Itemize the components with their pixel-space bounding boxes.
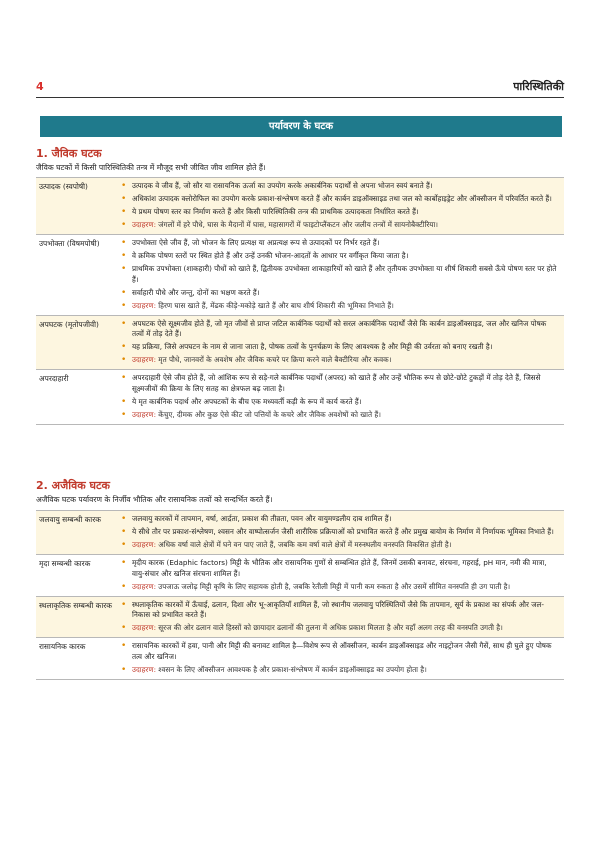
example-item bbox=[120, 623, 560, 633]
running-head: पारिस्थितिकी bbox=[513, 80, 564, 93]
bullet-item bbox=[120, 373, 560, 394]
item-text: उत्पादक वे जीव हैं, जो सौर या रासायनिक ऊर्जा का उपयोग करके अकार्बनिक पदार्थों से अपना भोजन स्वयं बनाते हैं। bbox=[132, 181, 433, 190]
bullet-item bbox=[120, 319, 560, 340]
biotic-components-table bbox=[36, 177, 564, 425]
item-text: जंगलों में हरे पौधे, घास के मैदानों में घास, महासागरों में फाइटोप्लैंकटन और जलीय तन्त्रों में सायनोबैक्टीरिया। bbox=[156, 220, 439, 230]
row-body bbox=[116, 511, 564, 554]
row-body bbox=[116, 597, 564, 638]
bullet-icon: • bbox=[121, 318, 127, 329]
item-text: ये सीधे तौर पर प्रकाश-संश्लेषण, श्वसन और वाष्पोत्सर्जन जैसी शारीरिक प्रक्रियाओं को प्रभावित करते हैं और प्रमुख बायोम के निर्माण में निर्णायक भूमिका निभाते हैं। bbox=[132, 527, 554, 537]
item-text: जलवायु कारकों में तापमान, वर्षा, आर्द्रता, प्रकाश की तीव्रता, पवन और वायुमण्डलीय दाब शामिल हैं। bbox=[132, 514, 392, 523]
item-text: सर्वाहारी पौधे और जन्तु, दोनों का भक्षण करते हैं। bbox=[132, 287, 260, 297]
bullet-item bbox=[120, 527, 560, 537]
table-row bbox=[36, 178, 564, 235]
bullet-item bbox=[120, 641, 560, 662]
item-text: मृत पौधे, जानवरों के अवशेष और जैविक कचरे पर क्रिया करने वाले बैक्टीरिया और कवक। bbox=[156, 355, 392, 365]
bullet-item bbox=[120, 181, 560, 191]
section-intro-abiotic: अजैविक घटक पर्यावरण के निर्जीव भौतिक और रासायनिक तत्वों को सन्दर्भित करते हैं। bbox=[36, 495, 273, 504]
table-row bbox=[36, 597, 564, 639]
bullet-icon: • bbox=[121, 396, 127, 407]
bullet-icon: • bbox=[121, 238, 127, 249]
item-text: ये प्रथम पोषण स्तर का निर्माण करते हैं और किसी पारिस्थितिकी तन्त्र की प्राथमिक उत्पादकता निर्धारित करते हैं। bbox=[132, 207, 419, 217]
item-text: अपघटक ऐसे सूक्ष्मजीव होते हैं, जो मृत जीवों से प्राप्त जटिल कार्बनिक पदार्थों को सरल अकार्बनिक पदार्थों जैसे कि कार्बन डाइऑक्साइड, जल और खनिज पोषक तत्वों में तोड़ देते हैं। bbox=[132, 318, 547, 339]
page-header bbox=[36, 80, 564, 98]
bullet-icon: • bbox=[121, 540, 127, 551]
bullet-item bbox=[120, 600, 560, 621]
item-text: अपरदाहारी ऐसे जीव होते हैं, जो आंशिक रूप से सड़े-गले कार्बनिक पदार्थों (अपरद) को खाते हैं और उन्हें भौतिक रूप से छोटे-छोटे टुकड़ों में तोड़ देते हैं, जिससे सूक्ष्मजीवों की क्रिया के लिए सतह का क्षेत्रफल बढ़ जाता है। bbox=[132, 373, 541, 393]
item-text: यह प्रक्रिया, जिसे अपघटन के नाम से जाना जाता है, पोषक तत्वों के पुनर्चक्रण के लिए आवश्यक है और मिट्टी की उर्वरता को बनाए रखती है। bbox=[132, 342, 493, 352]
item-text: उपभोक्ता ऐसे जीव हैं, जो भोजन के लिए प्रत्यक्ष या अप्रत्यक्ष रूप से उत्पादकों पर निर्भर रहते हैं। bbox=[132, 238, 380, 248]
example-item bbox=[120, 410, 560, 420]
bullet-item bbox=[120, 238, 560, 248]
example-label: उदाहरण: bbox=[132, 300, 156, 310]
bullet-icon: • bbox=[121, 599, 127, 610]
example-item bbox=[120, 540, 560, 550]
bullet-icon: • bbox=[121, 664, 127, 675]
bullet-item bbox=[120, 342, 560, 352]
example-item bbox=[120, 301, 560, 311]
bullet-icon: • bbox=[121, 355, 127, 366]
bullet-icon: • bbox=[121, 514, 127, 524]
bullet-icon: • bbox=[121, 220, 127, 231]
bullet-icon: • bbox=[121, 300, 127, 311]
item-text: स्थलाकृतिक कारकों में ऊँचाई, ढलान, दिशा और भू-आकृतियाँ शामिल हैं, जो स्थानीय जलवायु परिस्थितियों जैसे कि तापमान, सूर्य के प्रकाश का संपर्क और जल-निकास को प्रभावित करते हैं। bbox=[132, 599, 544, 620]
item-text: अधिक वर्षा वाले क्षेत्रों में घने वन पाए जाते हैं, जबकि कम वर्षा वाले क्षेत्रों में मरुस्थलीय वनस्पति विकसित होती है। bbox=[156, 540, 452, 550]
item-text: मृदीय कारक (Edaphic factors) मिट्टी के भौतिक और रासायनिक गुणों से सम्बन्धित होते हैं, जिनमें उसकी बनावट, संरचना, गहराई, pH मान, नमी की मात्रा, वायु-संचार और खनिज संरचना शामिल हैं। bbox=[132, 558, 547, 578]
bullet-icon: • bbox=[121, 342, 127, 353]
example-item bbox=[120, 665, 560, 675]
bullet-icon: • bbox=[121, 194, 127, 205]
row-body bbox=[116, 316, 564, 370]
item-text: रासायनिक कारकों में हवा, पानी और मिट्टी की बनावट शामिल है—विशेष रूप से ऑक्सीजन, कार्बन डाइऑक्साइड और नाइट्रोजन जैसी गैसें, साथ ही घुले हुए पोषक तत्व और खनिज। bbox=[132, 641, 552, 661]
example-label: उदाहरण: bbox=[132, 664, 156, 674]
bullet-icon: • bbox=[121, 641, 127, 652]
table-row bbox=[36, 370, 564, 425]
section-title-biotic: 1. जैविक घटक bbox=[36, 147, 102, 160]
item-text: केंचुए, दीमक और कुछ ऐसे कीट जो पत्तियों के कचरे और जैविक अवशेषों को खाते हैं। bbox=[156, 409, 381, 419]
bullet-item bbox=[120, 251, 560, 261]
item-text: अधिकांश उत्पादक क्लोरोफिल का उपयोग करके प्रकाश-संश्लेषण करते हैं और कार्बन डाइऑक्साइड तथा जल को कार्बोहाइड्रेट और ऑक्सीजन में परिवर्तित करते हैं। bbox=[132, 194, 552, 204]
table-row bbox=[36, 511, 564, 555]
table-row bbox=[36, 316, 564, 371]
row-label: जलवायु सम्बन्धी कारक bbox=[39, 515, 101, 524]
item-text: सूरज की ओर ढलान वाले हिस्सों को छायादार ढलानों की तुलना में अधिक प्रकाश मिलता है और वहाँ अलग तरह की वनस्पति उगती है। bbox=[156, 623, 503, 633]
bullet-item bbox=[120, 558, 560, 579]
row-label: अपरदाहारी bbox=[39, 374, 69, 384]
bullet-item bbox=[120, 207, 560, 217]
example-label: उदाहरण: bbox=[132, 220, 156, 230]
example-label: उदाहरण: bbox=[132, 355, 156, 365]
abiotic-components-table bbox=[36, 510, 564, 680]
item-text: उपजाऊ जलोढ़ मिट्टी कृषि के लिए सहायक होती है, जबकि रेतीली मिट्टी में पानी कम रुकता है और उसमें सीमित वनस्पति ही उग पाती है। bbox=[156, 581, 511, 591]
row-body bbox=[116, 555, 564, 596]
table-row bbox=[36, 555, 564, 597]
row-label: स्थलाकृतिक सम्बन्धी कारक bbox=[39, 600, 112, 610]
bullet-icon: • bbox=[121, 251, 127, 262]
example-item bbox=[120, 582, 560, 592]
bullet-icon: • bbox=[121, 181, 127, 191]
section-intro-biotic: जैविक घटकों में किसी पारिस्थितिकी तन्त्र में मौजूद सभी जीवित जीव शामिल होते हैं। bbox=[36, 163, 266, 172]
item-text: वे क्रमिक पोषण स्तरों पर स्थित होते हैं और उन्हें उनकी भोजन-आदतों के आधार पर वर्गीकृत किया जाता है। bbox=[132, 251, 409, 261]
row-body bbox=[116, 178, 564, 234]
bullet-icon: • bbox=[121, 623, 127, 634]
example-label: उदाहरण: bbox=[132, 540, 156, 550]
example-item bbox=[120, 220, 560, 230]
item-text: हिरण घास खाते हैं, मेंढक कीड़े-मकोड़े खाते हैं और बाघ शीर्ष शिकारी की भूमिका निभाते हैं। bbox=[156, 300, 394, 310]
bullet-icon: • bbox=[121, 527, 127, 538]
row-body bbox=[116, 370, 564, 424]
bullet-item bbox=[120, 288, 560, 298]
example-label: उदाहरण: bbox=[132, 623, 156, 633]
table-row bbox=[36, 235, 564, 316]
bullet-item bbox=[120, 397, 560, 407]
bullet-icon: • bbox=[121, 373, 127, 384]
bullet-icon: • bbox=[121, 581, 127, 592]
row-body bbox=[116, 638, 564, 679]
example-item bbox=[120, 355, 560, 365]
bullet-item bbox=[120, 514, 560, 524]
row-label: उपभोक्ता (विषमपोषी) bbox=[39, 239, 100, 249]
page-number: 4 bbox=[36, 80, 44, 93]
bullet-icon: • bbox=[121, 207, 127, 218]
item-text: ये मृत कार्बनिक पदार्थ और अपघटकों के बीच एक मध्यवर्ती कड़ी के रूप में कार्य करते हैं। bbox=[132, 396, 362, 406]
row-label: मृदा सम्बन्धी कारक bbox=[39, 559, 91, 569]
item-text: श्वसन के लिए ऑक्सीजन आवश्यक है और प्रकाश-संश्लेषण में कार्बन डाइऑक्साइड का उपयोग होता है। bbox=[156, 664, 427, 674]
bullet-item bbox=[120, 264, 560, 285]
item-text: प्राथमिक उपभोक्ता (शाकहारी) पौधों को खाते हैं, द्वितीयक उपभोक्ता शाकाहारियों को खाते हैं और तृतीयक उपभोक्ता या शीर्ष शिकारी सबसे ऊँचे पोषण स्तर पर होते हैं। bbox=[132, 264, 557, 284]
example-label: उदाहरण: bbox=[132, 409, 156, 419]
row-body bbox=[116, 235, 564, 315]
row-label: अपघटक (मृतोपजीवी) bbox=[39, 319, 99, 329]
bullet-icon: • bbox=[121, 409, 127, 420]
table-row bbox=[36, 638, 564, 680]
bullet-icon: • bbox=[121, 558, 127, 569]
row-label: रासायनिक कारक bbox=[39, 642, 86, 652]
row-label: उत्पादक (स्वपोषी) bbox=[39, 182, 88, 191]
page-banner-title: पर्यावरण के घटक bbox=[40, 116, 562, 137]
example-label: उदाहरण: bbox=[132, 581, 156, 591]
bullet-icon: • bbox=[121, 264, 127, 275]
bullet-icon: • bbox=[121, 287, 127, 298]
bullet-item bbox=[120, 194, 560, 204]
section-title-abiotic: 2. अजैविक घटक bbox=[36, 479, 110, 492]
